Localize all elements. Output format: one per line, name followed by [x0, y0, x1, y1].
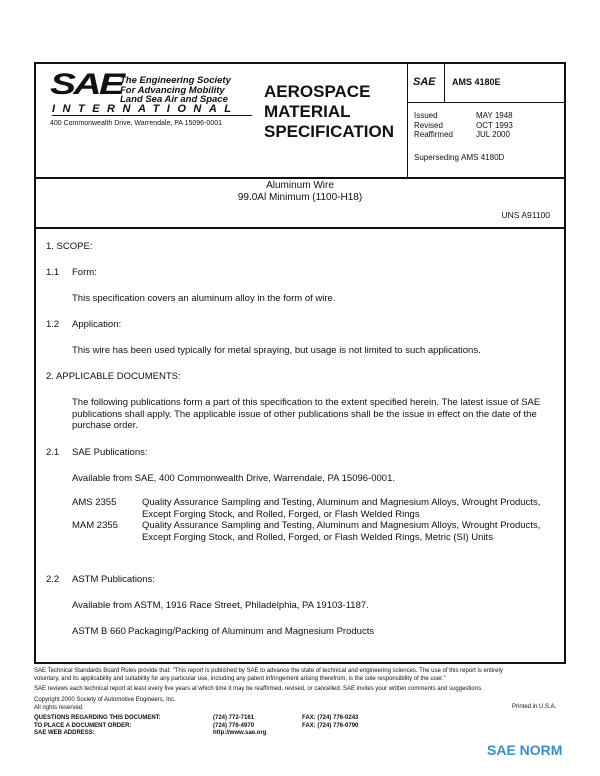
contact-phones: (724) 772-7161 (724) 776-4970 http://www.sae.org [213, 715, 267, 736]
tagline-3: Land Sea Air and Space [120, 94, 228, 105]
section-2-2-num: 2.2 [46, 574, 60, 585]
astm-text: Packaging/Packing of Aluminum and Magnesium Products [128, 626, 375, 637]
doc-number-box [408, 64, 564, 103]
divider [36, 227, 564, 229]
date-issued: Issued MAY 1948 [414, 111, 513, 120]
contact-labels: QUESTIONS REGARDING THIS DOCUMENT: TO PLACE A DOCUMENT ORDER: SAE WEB ADDRESS: [34, 715, 161, 736]
footer-review: SAE reviews each technical report at least every five years at which time it may be reaffirmed, revised, or cancelled. SAE invites your written comments and suggestions. [34, 686, 483, 692]
web-link[interactable]: http://www.sae.org [213, 730, 267, 736]
sae-address: 400 Commonwealth Drive, Warrendale, PA 15096-0001 [50, 120, 222, 127]
date-revised: Revised OCT 1993 [414, 120, 513, 130]
section-1-1-text: This specification covers an aluminum alloy in the form of wire. [72, 293, 336, 304]
section-2-1-num: 2.1 [46, 447, 60, 458]
section-2-1-title: SAE Publications: [72, 447, 148, 458]
doc-title [36, 180, 564, 204]
doc-type-3: SPECIFICATION [264, 122, 395, 141]
section-1-1-num: 1.1 [46, 267, 60, 278]
astm-id: ASTM B 660 [72, 626, 126, 637]
doc-type-1: AEROSPACE [264, 82, 371, 101]
section-2-1-text: Available from SAE, 400 Commonwealth Drive, Warrendale, PA 15096-0001. [72, 473, 395, 484]
section-2-2-text: Available from ASTM, 1916 Race Street, Philadelphia, PA 19103-1187. [72, 600, 369, 611]
superseding: Superseding AMS 4180D [414, 153, 505, 162]
ref-id: MAM 2355 [72, 520, 118, 531]
section-2-2-title: ASTM Publications: [72, 574, 155, 585]
doc-type-2: MATERIAL [264, 102, 351, 121]
sae-logo [50, 68, 239, 127]
ref-id: AMS 2355 [72, 497, 117, 508]
section-1-2-title: Application: [72, 319, 122, 330]
printed: Printed in U.S.A. [512, 704, 557, 710]
logo-text: SAE [50, 68, 123, 101]
ref-text: Quality Assurance Sampling and Testing, Aluminum and Magnesium Alloys, Wrought Products, Except Forging Stock, and Rolled, Forged, or Flash Welded Rings [142, 497, 541, 520]
small-logo: SAE [413, 76, 436, 88]
uns-number: UNS A91100 [501, 210, 550, 220]
contact-faxes: FAX: (724) 776-0243 FAX: (724) 776-0790 [302, 715, 359, 729]
footer-rules: SAE Technical Standards Board Rules provide that: "This report is published by SAE to advance the state of technical and engineering sciences. The use of this report is entirely voluntary, and its applicability and suitability for any particular use, including any patent infringement arising therefrom, is the sole responsibility of the user." [34, 668, 503, 682]
tagline-1: The Engineering Society [120, 75, 231, 86]
section-2-text: The following publications form a part of this specification to the extent specified herein. The latest issue of SAE publications shall apply. The applicable issue of other publications shall be the issue in effect on the date of the purchase order. [72, 397, 541, 431]
divider [444, 64, 445, 102]
section-2: 2. APPLICABLE DOCUMENTS: [46, 371, 181, 382]
title-line-1: Aluminum Wire [266, 180, 334, 191]
spec-frame [34, 62, 566, 664]
doc-number: AMS 4180E [452, 77, 501, 87]
title-line-2: 99.0Al Minimum (1100-H18) [237, 192, 363, 203]
section-1-2-num: 1.2 [46, 319, 60, 330]
sae-norm-watermark: SAE NORM [487, 742, 563, 758]
header [36, 64, 564, 179]
international: INTERNATIONAL [52, 103, 252, 116]
section-1-2-text: This wire has been used typically for metal spraying, but usage is not limited to such applications. [72, 345, 481, 356]
section-1-1-title: Form: [72, 267, 97, 278]
date-reaffirmed: Reaffirmed JUL 2000 [414, 130, 510, 139]
section-1: 1. SCOPE: [46, 241, 93, 252]
ref-text: Quality Assurance Sampling and Testing, Aluminum and Magnesium Alloys, Wrought Products, Except Forging Stock, and Rolled, Forged, or Flash Welded Rings, Metric (SI) Units [142, 520, 541, 543]
doc-type [264, 82, 394, 142]
tagline-2: For Advancing Mobility [120, 84, 225, 96]
dates [414, 111, 513, 140]
footer-copyright: Copyright 2000 Society of Automotive Engineers, Inc. All rights reserved. [34, 697, 176, 711]
society-tagline [120, 76, 231, 105]
